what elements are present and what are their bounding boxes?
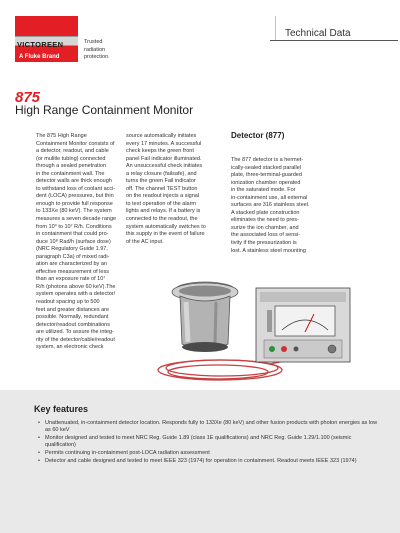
text-line: lost. A stainless steel mounting <box>231 247 306 254</box>
text-line: detector/readout combinations <box>36 321 110 328</box>
text-line: surize the ion chamber, and <box>231 224 299 231</box>
feature-item: • Detector and cable designed and tested to meet IEEE 323 (1974) for operation in containment. Readout meets IEEE 323 (1974) <box>38 458 378 465</box>
tagline-line: protection. <box>84 54 110 60</box>
text-line: are utilized. To assure the integ- <box>36 329 114 336</box>
logo-text: VICTOREEN <box>17 40 64 49</box>
readout-unit-image <box>256 288 350 362</box>
text-line: than an exposure rate of 10⁷ <box>36 276 106 283</box>
text-line: rity of the detector/cable/readout <box>36 336 115 343</box>
text-line: Containment Monitor consists of <box>36 140 115 147</box>
text-line: detector walls are thick enough <box>36 178 112 185</box>
fluke-brand-label: A Fluke Brand <box>15 52 78 62</box>
text-line: (NRC Regulatory Guide 1.97, <box>36 246 108 253</box>
model-number: 875 <box>15 89 41 106</box>
text-line: every 17 minutes. A successful <box>126 140 202 147</box>
text-line: (or mulitle tubing) connected <box>36 155 106 162</box>
text-line: ically-sealed stacked parallel <box>231 164 302 171</box>
text-line: check keeps the green front <box>126 148 194 155</box>
text-line: in-containment use, all external <box>231 194 308 201</box>
text-line: off. The channel TEST button <box>126 185 198 192</box>
tagline-line: radiation <box>84 46 106 53</box>
feature-item: • Unattenuated, in-containment detector location. Responds fully to 133Xe (80 keV) and other fusion products with photon energies as low as 60 keV <box>38 420 378 435</box>
body-column-1 <box>36 133 122 352</box>
text-line: The 875 High Range <box>36 133 87 139</box>
text-line: A stacked plate construction <box>231 209 300 216</box>
text-line: system, an electronic check <box>36 344 104 351</box>
text-line: system operates with a detector/ <box>36 291 116 298</box>
text-line: panel Fail indicator illuminated. <box>126 155 202 162</box>
text-line: eliminates the need to pres- <box>231 217 299 224</box>
text-line: readout spacing up to 500 <box>36 299 100 306</box>
text-line: plate, three-terminal-guarded <box>231 172 302 179</box>
text-line: enough to provide full response <box>36 200 113 207</box>
tagline-line: Trusted <box>84 39 103 45</box>
text-line: system automatically switches to <box>126 223 206 230</box>
text-line: a relay closure (failsafe), and <box>126 170 197 177</box>
text-line: on the readout injects a signal <box>126 193 200 200</box>
text-line: tivity if the pressurization is <box>231 240 297 247</box>
text-line: duce 10⁸ Rad/h (surface dose) <box>36 238 111 245</box>
text-line: in containment that could pro- <box>36 231 109 238</box>
text-line: turns the green Fail indicator <box>126 178 196 185</box>
detector-canister-image <box>172 282 238 352</box>
text-line: The 877 detector is a hermet- <box>231 157 304 163</box>
text-line: lights and relays. If a battery is <box>126 208 201 215</box>
key-features-list <box>38 420 378 466</box>
text-line: ionization chamber operated <box>231 179 301 186</box>
key-features-heading: Key features <box>34 404 89 414</box>
text-line: source automatically initiates <box>126 133 197 139</box>
text-line: in the saturated mode. For <box>231 187 296 194</box>
text-line: to 133Xe (80 keV). The system <box>36 208 112 215</box>
text-line: in the containment wall. The <box>36 170 105 177</box>
product-photo <box>150 272 355 384</box>
page-title: High Range Containment Monitor <box>15 103 194 117</box>
text-line: surfaces are 316 stainless steel. <box>231 202 310 209</box>
detector-heading: Detector (877) <box>231 131 285 140</box>
text-line: connected to the readout, the <box>126 216 198 223</box>
text-line: R/h (photons above 60 keV).The <box>36 283 116 290</box>
text-line: through a sealed penetration <box>36 163 107 170</box>
section-label: Technical Data <box>285 28 351 39</box>
text-line: to test operation of the alarm <box>126 200 197 207</box>
text-line: of the AC input. <box>126 238 164 245</box>
text-line: feet and greater distances are <box>36 306 110 313</box>
text-line: dent (LOCA) pressures, but thin <box>36 193 114 200</box>
text-line: a detector, readout, and cable <box>36 148 109 155</box>
text-line: the associated loss of sensi- <box>231 232 301 239</box>
feature-item: • Monitor designed and tested to meet NRC Reg. Guide 1.89 (class 1E qualifications) and NRC Reg. Guide 1.29/1.100 (seismic qualification) <box>38 435 378 450</box>
text-line: to withstand loss of coolant acci- <box>36 185 116 192</box>
text-line: paragraph C3a) of mixed radi- <box>36 253 110 260</box>
text-line: ation are characterized by an <box>36 261 107 268</box>
body-column-2 <box>126 133 222 246</box>
body-column-3 <box>231 157 331 255</box>
text-line: possible. Normally, redundant <box>36 314 109 321</box>
text-line: An unsuccessful check initiates <box>126 163 203 170</box>
text-line: from 10⁰ to 10⁷ R/h. Conditions <box>36 223 112 230</box>
text-line: effective measurement of less <box>36 268 109 275</box>
text-line: this supply in the event of failure <box>126 231 205 238</box>
text-line: measures a seven decade range <box>36 216 117 223</box>
feature-item: • Permits continuing in-containment post-LOCA radiation assessment <box>38 450 378 457</box>
tagline <box>84 39 110 62</box>
header-rule <box>270 40 398 41</box>
header-divider <box>275 16 276 41</box>
